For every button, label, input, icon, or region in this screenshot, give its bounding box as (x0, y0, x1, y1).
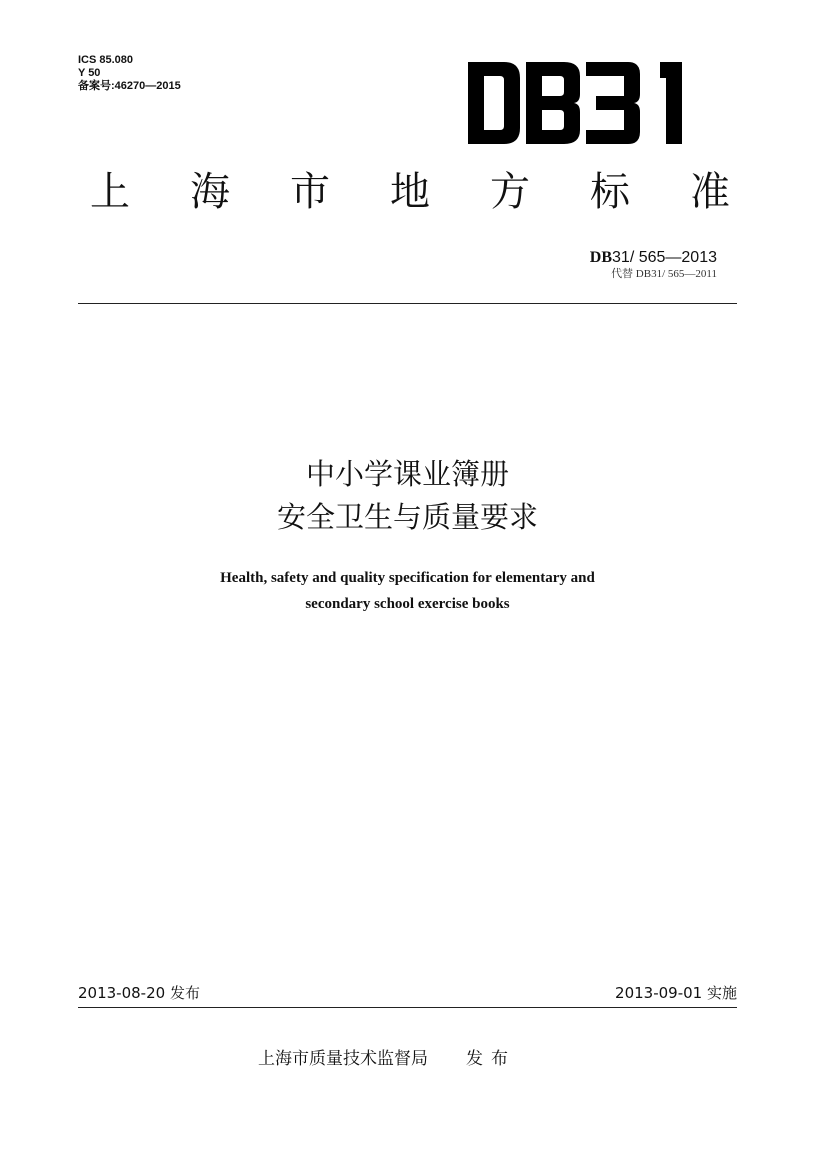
title-char: 地 (390, 169, 430, 215)
filing-number: 备案号:46270—2015 (78, 80, 181, 92)
header-divider (78, 303, 737, 304)
chinese-title-line-2: 安全卫生与质量要求 (276, 500, 538, 534)
english-title-line-1: Health, safety and quality specification for elementary and (220, 570, 595, 586)
issuer-name: 上海市质量技术监督局 (258, 1049, 428, 1069)
issuer-line (258, 1047, 516, 1071)
title-char: 上 (90, 169, 130, 215)
ccs-code: Y 50 (78, 67, 101, 79)
title-char: 市 (290, 169, 330, 215)
replaces-note: 代替 DB31/ 565—2011 (611, 268, 717, 280)
title-char: 方 (490, 169, 530, 215)
footer-divider (78, 1007, 737, 1008)
standard-type-title (90, 168, 730, 216)
issue-date: 2013-08-20 发布 (78, 984, 200, 1002)
standard-meta (78, 54, 181, 93)
standard-number: DB31/ 565—2013 (589, 249, 717, 266)
implementation-date: 2013-09-01 实施 (615, 984, 737, 1002)
chinese-title-line-1: 中小学课业簿册 (305, 457, 509, 491)
title-char: 海 (190, 169, 230, 215)
title-char: 准 (690, 169, 730, 215)
ics-code: ICS 85.080 (78, 54, 134, 66)
standard-code-block (590, 249, 717, 281)
english-title-line-2: secondary school exercise books (305, 596, 510, 612)
english-title (0, 565, 815, 617)
db31-logo (468, 62, 694, 144)
issuer-action: 发布 (466, 1049, 516, 1069)
title-char: 标 (590, 169, 630, 215)
